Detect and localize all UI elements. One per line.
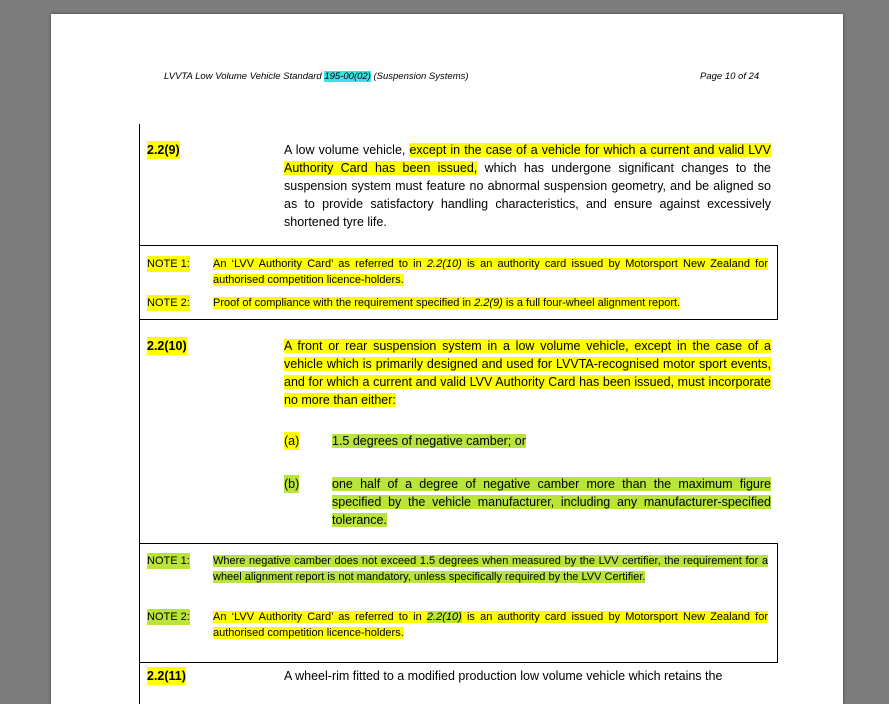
header-standard-code: 195-00(02) — [324, 71, 371, 82]
note-text-b: is an authority card issued by Motorsport New Zealand for authorised competition licence-holders. — [213, 258, 768, 286]
clause-2-2-9-text-c: which has undergone significant changes to the suspension system must feature no abnormal suspension geometry, and be aligned so as to provide satisfactory handling characteristics, and ensure against excessively shortened tyre life. — [284, 161, 771, 229]
note-ref: 2.2(9) — [474, 297, 503, 309]
note-label: NOTE 2: — [147, 297, 190, 309]
note-ref: 2.2(10) — [426, 611, 462, 623]
item-label-b: (b) — [284, 477, 300, 491]
header-title-suffix: (Suspension Systems) — [370, 71, 469, 82]
note-text-b: is a full four-wheel alignment report. — [502, 297, 681, 309]
clause-number-2-2-11: 2.2(11) — [147, 669, 186, 683]
item-text-a — [332, 432, 771, 450]
note-label: NOTE 1: — [147, 258, 190, 270]
note-text — [213, 553, 768, 585]
note-ref: 2.2(10) — [426, 258, 462, 270]
notes-box-2-2-10 — [139, 543, 778, 663]
clause-text-2-2-10 — [284, 337, 771, 409]
note-text-full: Where negative camber does not exceed 1.5 degrees when measured by the LVV certifier, the requirement for a wheel alignment report is not mandatory, unless specifically required by the LVV Certifier. — [213, 555, 768, 583]
clause-number-2-2-10: 2.2(10) — [147, 339, 187, 353]
item-b-text: one half of a degree of negative camber more than the maximum figure specified by the vehicle manufacturer, including any manufacturer-specified tolerance. — [332, 477, 771, 527]
note-text-b: is an authority card issued by Motorsport New Zealand for authorised competition licence-holders. — [213, 611, 768, 639]
page-number: Page 10 of 24 — [700, 71, 760, 82]
note-label: NOTE 1: — [147, 555, 190, 567]
note-label: NOTE 2: — [147, 611, 190, 623]
note-text — [213, 256, 768, 288]
clause-2-2-9-highlight: except in the case of a vehicle for which a current and valid LVV Authority Card has been issued, — [284, 143, 771, 175]
clause-2-2-10-text: A front or rear suspension system in a low volume vehicle, except in the case of a vehicle which is primarily designed and used for LVVTA-recognised motor sport events, and for which a current and valid LVV Authority Card has been issued, must incorporate no more than either: — [284, 339, 771, 407]
note-text-a: An ‘LVV Authority Card’ as referred to in — [213, 611, 427, 623]
clause-2-2-9-text-a: A low volume vehicle, — [284, 143, 410, 157]
item-label-a: (a) — [284, 434, 300, 448]
item-text-b — [332, 475, 771, 529]
note-text — [213, 609, 768, 641]
clause-text-2-2-11: A wheel-rim fitted to a modified production low volume vehicle which retains the — [284, 669, 723, 683]
note-text-a: Proof of compliance with the requirement specified in — [213, 297, 475, 309]
note-text — [213, 295, 768, 311]
document-page — [51, 14, 843, 704]
item-a-text: 1.5 degrees of negative camber; or — [332, 434, 526, 448]
clause-text-2-2-9 — [284, 141, 771, 231]
header-title-prefix: LVVTA Low Volume Vehicle Standard — [164, 71, 325, 82]
page-header-title — [164, 71, 469, 82]
clause-number-2-2-9: 2.2(9) — [147, 143, 180, 157]
notes-box-2-2-9 — [139, 245, 778, 320]
note-text-a: An ‘LVV Authority Card’ as referred to in — [213, 258, 427, 270]
